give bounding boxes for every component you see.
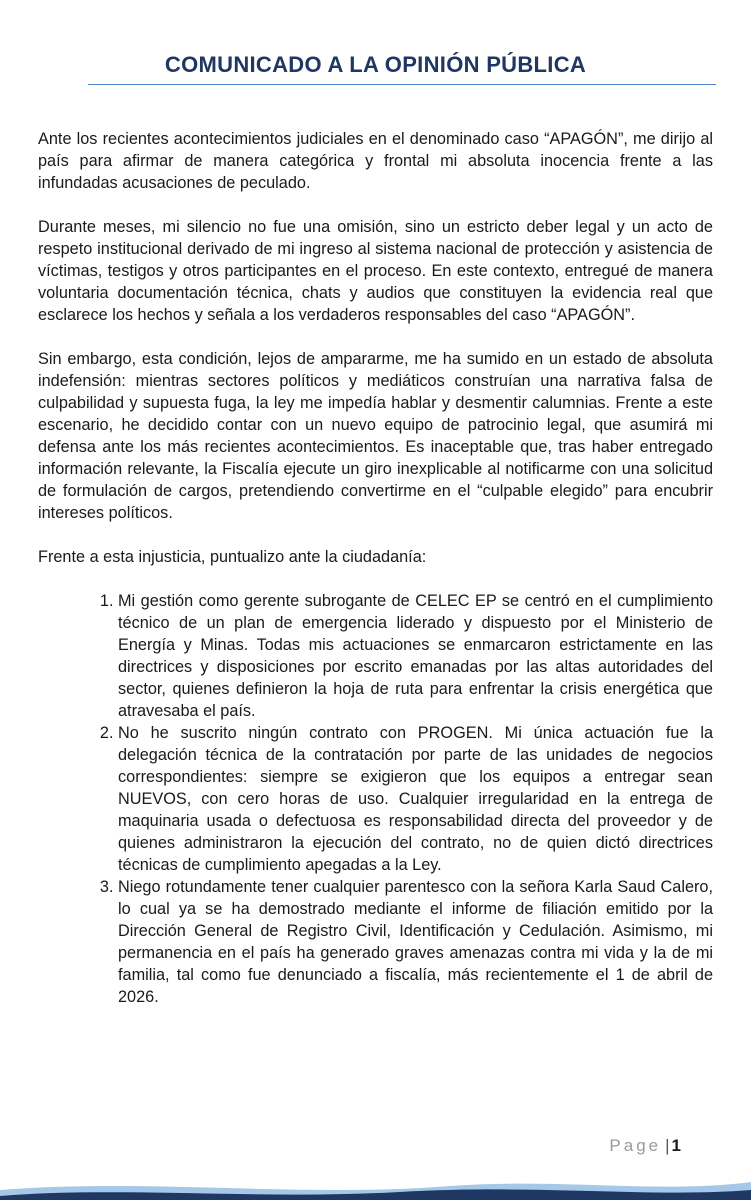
title-underline [88, 84, 716, 85]
page-number: 1 [671, 1136, 681, 1155]
page-separator: | [665, 1136, 670, 1155]
document-body [38, 128, 713, 1008]
page-label: Page [609, 1136, 662, 1155]
paragraph-defenselessness: Sin embargo, esta condición, lejos de ampararme, me ha sumido en un estado de absoluta indefensión: mientras sectores políticos y mediáticos construían una narrativa falsa de culpabilidad y supuesta fuga, la ley me impedía hablar y desmentir calumnias. Frente a este escenario, he decidido contar con un nuevo equipo de patrocinio legal, que asumirá mi defensa ante los más recientes acontecimientos. Es inaceptable que, tras haber entregado información relevante, la Fiscalía ejecute un giro inexplicable al notificarme con una solicitud de formulación de cargos, pretendiendo convertirme en el “culpable elegido” para encubrir intereses políticos. [38, 350, 713, 522]
list-item: 1. Mi gestión como gerente subrogante de CELEC EP se centró en el cumplimiento técnico de un plan de emergencia liderado y dispuesto por el Ministerio de Energía y Minas. Todas mis actuaciones se enmarcaron estrictamente en las directrices y disposiciones por escrito emanadas por las altas autoridades del sector, quienes definieron la hoja de ruta para enfrentar la crisis energética que atravesaba el país. [118, 590, 713, 722]
page-title: COMUNICADO A LA OPINIÓN PÚBLICA [164, 52, 587, 77]
list-item: 2. No he suscrito ningún contrato con PROGEN. Mi única actuación fue la delegación técnica de la contratación por parte de las unidades de negocios correspondientes: siempre se exigieron que los equipos a entregar sean NUEVOS, con cero horas de uso. Cualquier irregularidad en la entrega de maquinaria usada o defectuosa es responsabilidad directa del proveedor y de quienes administraron la ejecución del contrato, no de quien dictó directrices técnicas de cumplimiento apegadas a la Ley. [118, 722, 713, 876]
page-footer [609, 1136, 681, 1156]
points-list [38, 590, 713, 1008]
list-item: 3. Niego rotundamente tener cualquier parentesco con la señora Karla Saud Calero, lo cual ya se ha demostrado mediante el informe de filiación emitido por la Dirección General de Registro Civil, Identificación y Cedulación. Asimismo, mi permanencia en el país ha generado graves amenazas contra mi vida y la de mi familia, tal como fue denunciado a fiscalía, más recientemente el 1 de abril de 2026. [118, 876, 713, 1008]
footer-wave-decoration [0, 1168, 751, 1200]
wave-graphic [0, 1168, 751, 1200]
paragraph-silence: Durante meses, mi silencio no fue una omisión, sino un estricto deber legal y un acto de respeto institucional derivado de mi ingreso al sistema nacional de protección y asistencia de víctimas, testigos y otros participantes en el proceso. En este contexto, entregué de manera voluntaria documentación técnica, chats y audios que constituyen la evidencia real que esclarece los hechos y señala a los verdaderos responsables del caso “APAGÓN”. [38, 218, 713, 324]
paragraph-list-intro: Frente a esta injusticia, puntualizo ante la ciudadanía: [38, 548, 427, 566]
paragraph-intro: Ante los recientes acontecimientos judiciales en el denominado caso “APAGÓN”, me dirijo al país para afirmar de manera categórica y frontal mi absoluta inocencia frente a las infundadas acusaciones de peculado. [38, 130, 713, 192]
